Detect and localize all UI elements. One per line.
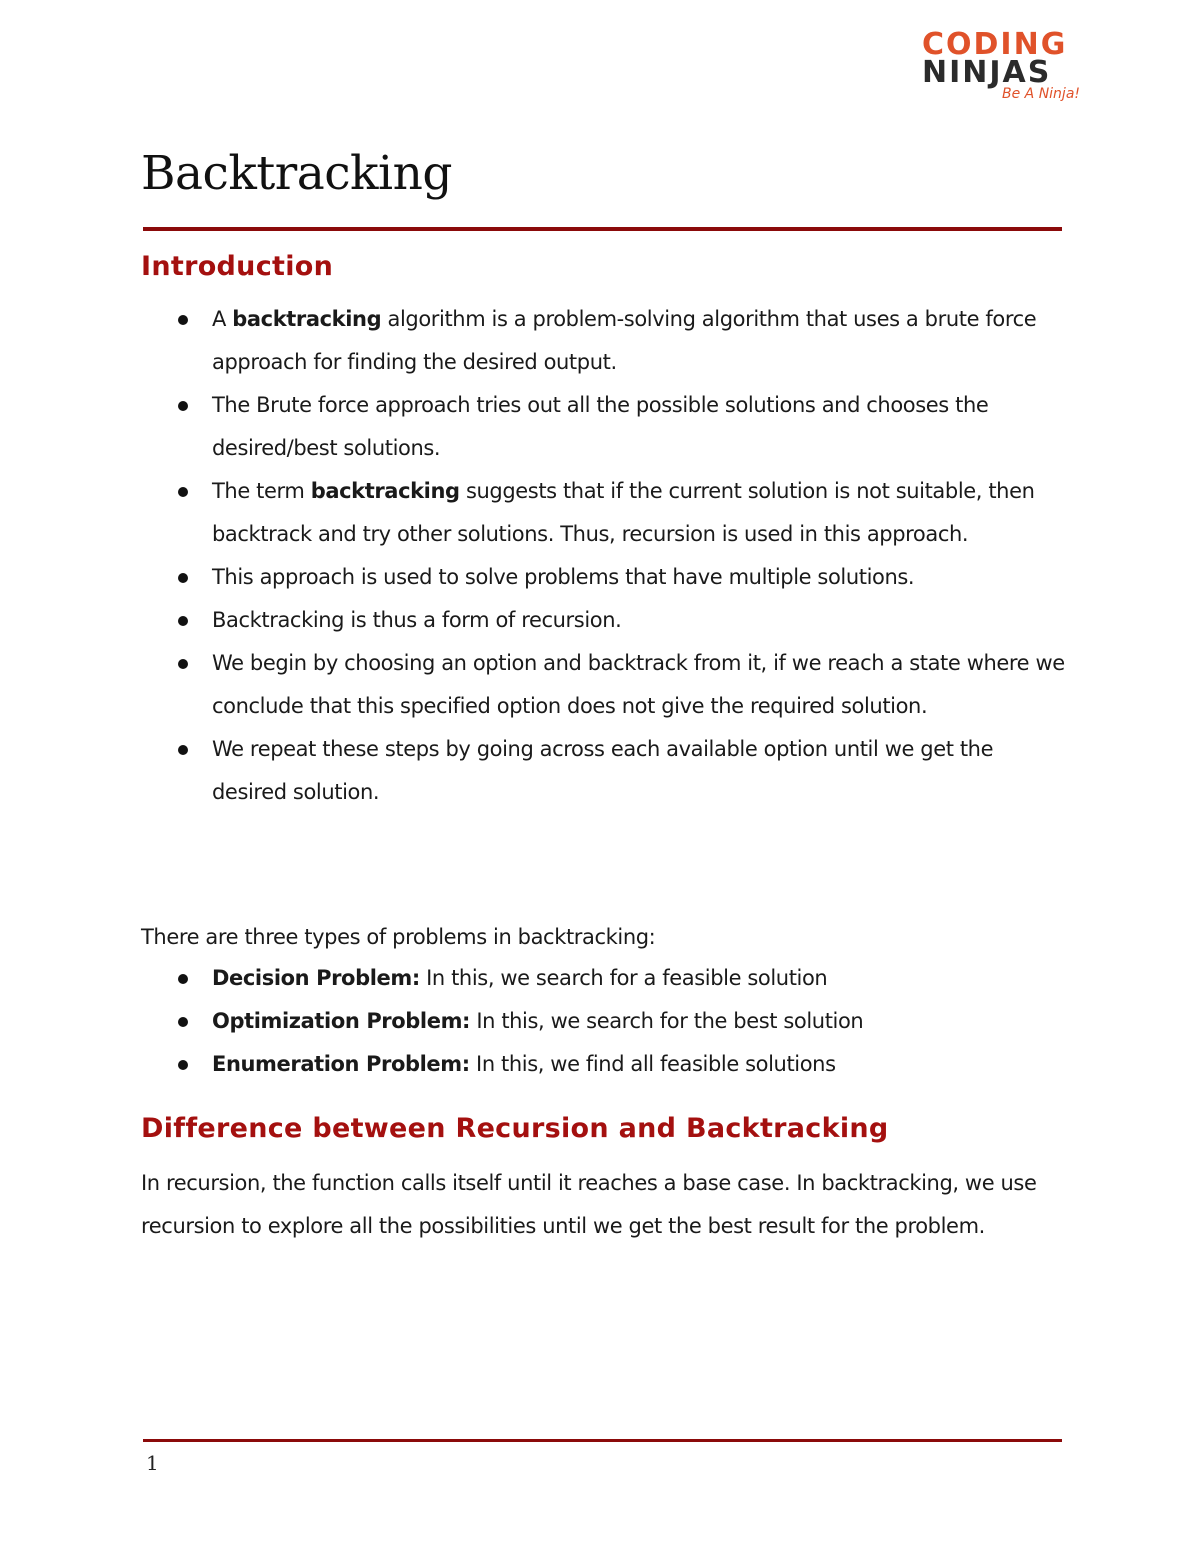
coding-ninjas-logo [922,24,1102,104]
logo-wordmark [922,27,1080,102]
bullet-icon [178,315,188,325]
footer-divider [143,1439,1062,1442]
bullet-icon [178,659,188,669]
list-item: We repeat these steps by going across each available option until we get the desired solution. [176,728,1066,814]
title-divider [143,227,1062,231]
logo-line1: CODING [922,27,1068,62]
list-item: A backtracking algorithm is a problem-solving algorithm that uses a brute force approach for finding the desired output. [176,298,1066,384]
document-title: Backtracking [141,146,452,201]
list-item: We begin by choosing an option and backtrack from it, if we reach a state where we conclude that this specified option does not give the required solution. [176,642,1066,728]
list-item: The Brute force approach tries out all the possible solutions and chooses the desired/best solutions. [176,384,1066,470]
bullet-icon [178,487,188,497]
bullet-icon [178,745,188,755]
list-item: Enumeration Problem: In this, we find all feasible solutions [176,1043,1066,1086]
list-item: Decision Problem: In this, we search for a feasible solution [176,957,1066,1000]
list-item: The term backtracking suggests that if the current solution is not suitable, then backtrack and try other solutions. Thus, recursion is used in this approach. [176,470,1066,556]
difference-heading: Difference between Recursion and Backtracking [141,1113,889,1144]
bullet-icon [178,1060,188,1070]
bullet-icon [178,573,188,583]
introduction-bullet-list [176,298,1066,814]
bullet-icon [178,1017,188,1027]
list-item: This approach is used to solve problems that have multiple solutions. [176,556,1066,599]
list-item: Optimization Problem: In this, we search for the best solution [176,1000,1066,1043]
problem-types-intro: There are three types of problems in backtracking: [141,925,656,949]
page-number: 1 [146,1451,159,1475]
logo-tagline: Be A Ninja! [1002,86,1081,102]
difference-paragraph: In recursion, the function calls itself until it reaches a base case. In backtracking, we use recursion to explore all the possibilities until we get the best result for the problem. [141,1171,1037,1238]
bullet-icon [178,616,188,626]
introduction-heading: Introduction [141,251,334,282]
bullet-icon [178,401,188,411]
bullet-icon [178,974,188,984]
problem-types-list [176,957,1066,1086]
list-item: Backtracking is thus a form of recursion. [176,599,1066,642]
logo-line2: NINJAS [922,55,1052,90]
